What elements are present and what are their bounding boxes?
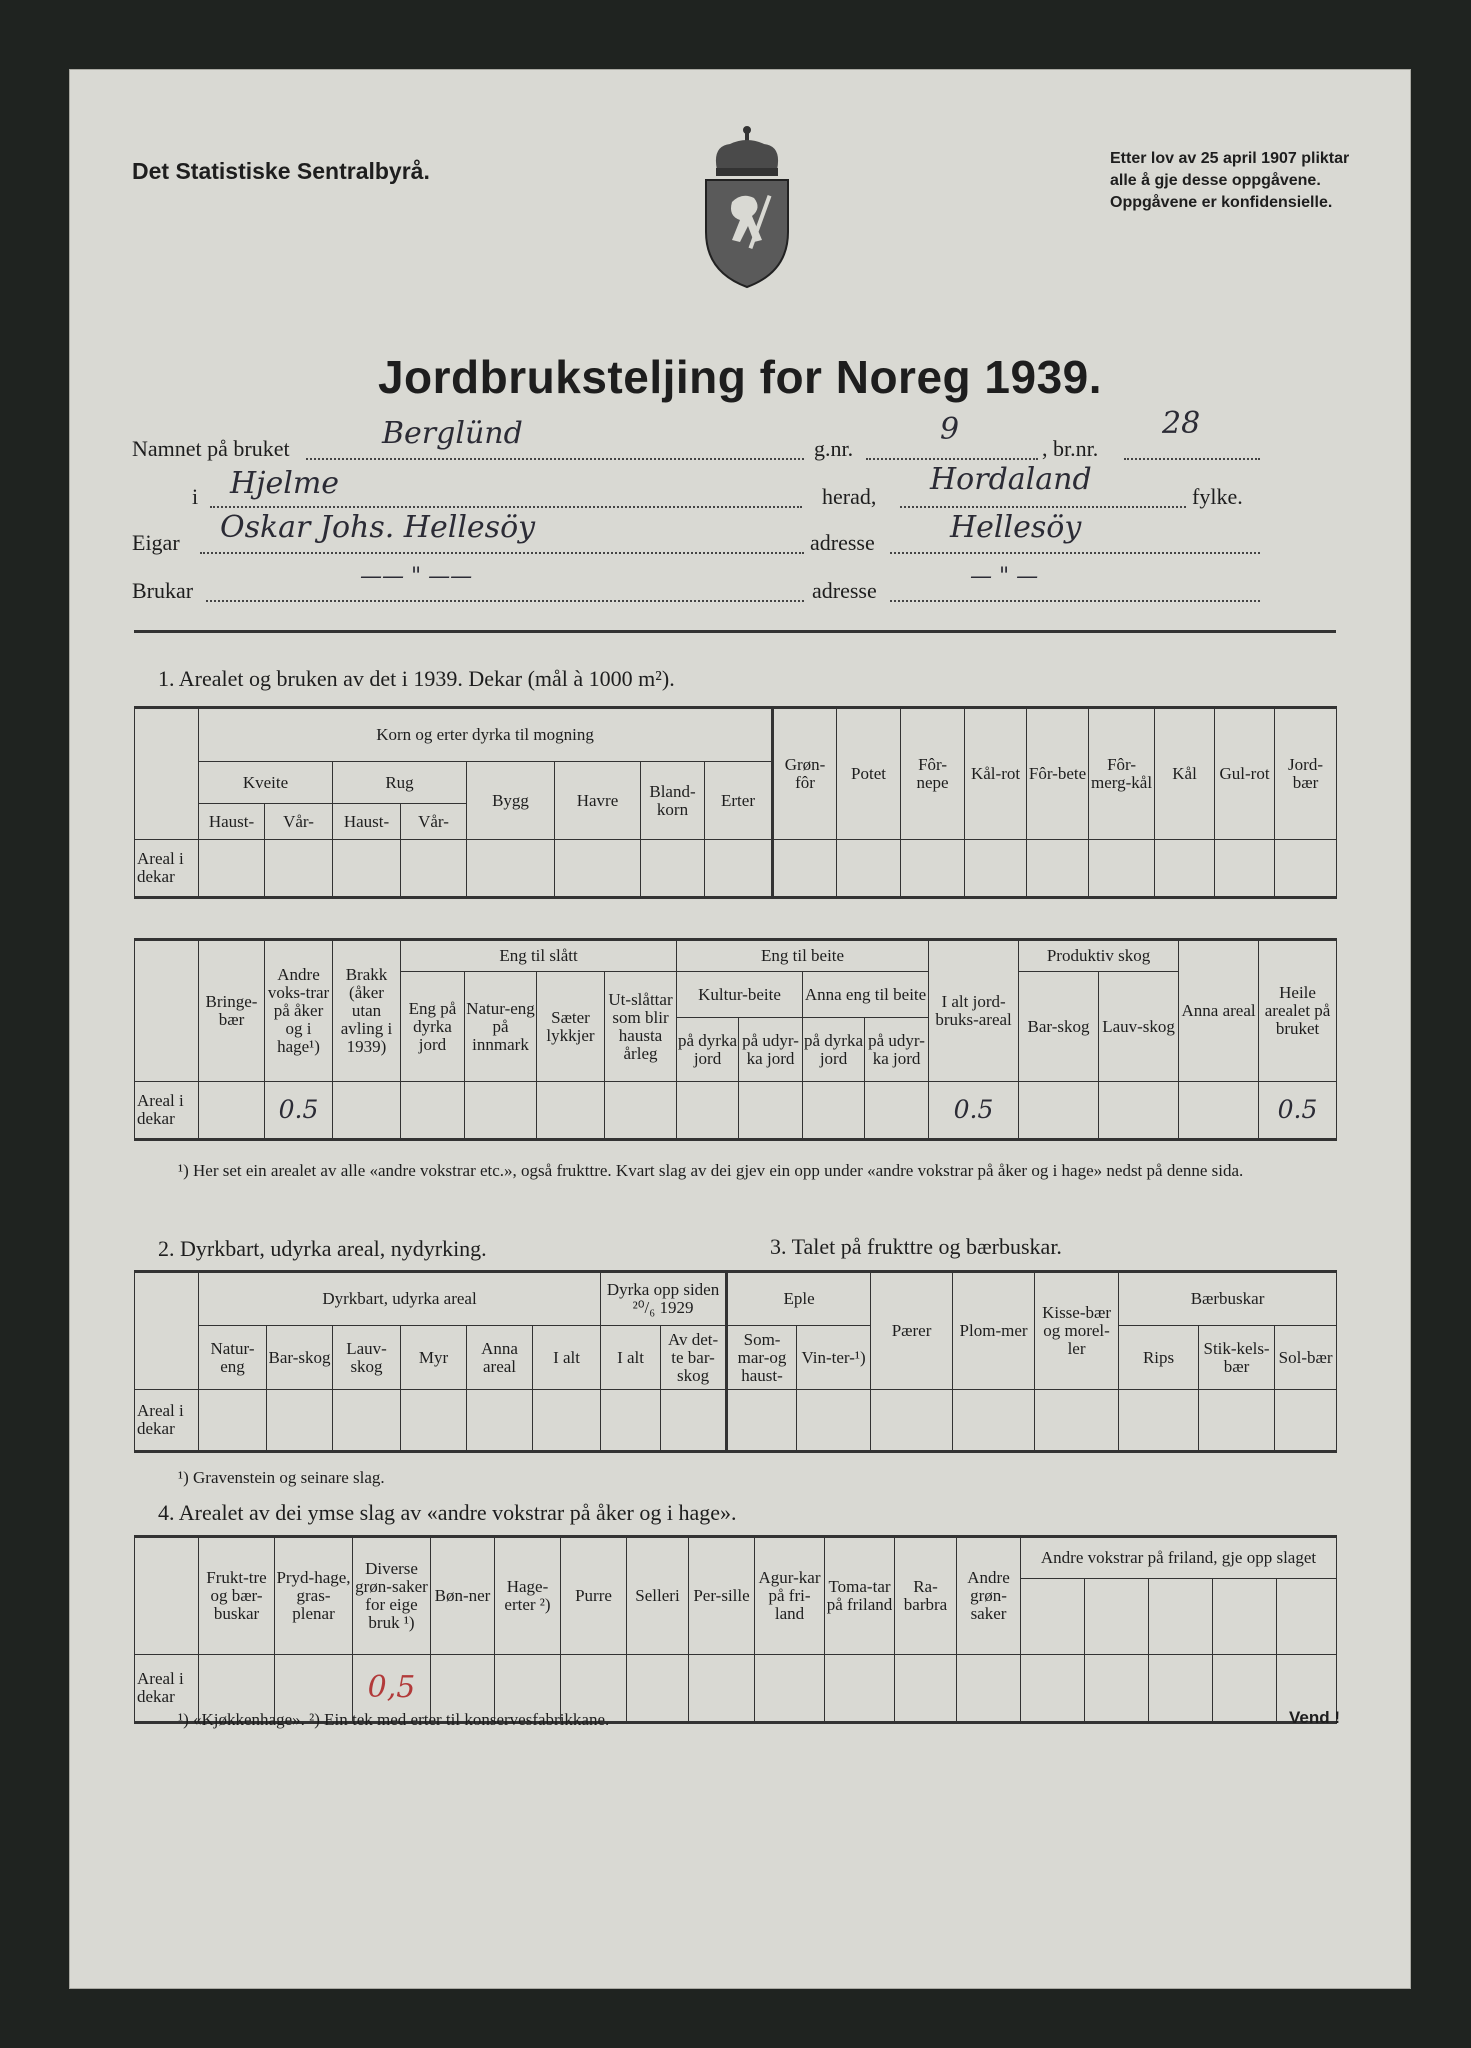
t3-cell[interactable] — [1035, 1390, 1119, 1452]
t2-cell[interactable] — [199, 1082, 265, 1140]
section2-footnote: ¹) Gravenstein og seinare slag. — [178, 1468, 385, 1487]
stikkelsbaer-header: Stik-kels-bær — [1199, 1326, 1275, 1390]
dyrka-opp-header: Dyrka opp siden ²⁰/₆ 1929 — [601, 1272, 727, 1326]
produktiv-skog-header: Produktiv skog — [1019, 940, 1179, 972]
t2-corner — [135, 940, 199, 1082]
owner-line — [200, 552, 804, 554]
myr-header: Myr — [401, 1326, 467, 1390]
t2-cell[interactable] — [465, 1082, 537, 1140]
t2-cell[interactable] — [677, 1082, 739, 1140]
t4-cell[interactable] — [1149, 1655, 1213, 1723]
friland-slot[interactable] — [1149, 1579, 1213, 1655]
vinter-header: Vin-ter-¹) — [797, 1326, 871, 1390]
t2-row-label: Areal i dekar — [135, 1082, 199, 1140]
plommer-header: Plom-mer — [953, 1272, 1035, 1390]
friland-slot[interactable] — [1021, 1579, 1085, 1655]
anna-areal2-header: Anna areal — [467, 1326, 533, 1390]
rug-vaar-header: Vår- — [401, 804, 467, 840]
fylke-label: fylke. — [1192, 484, 1243, 509]
gronfor-header: Grøn-fôr — [773, 708, 837, 840]
gnr-line — [866, 458, 1038, 460]
owner-value[interactable]: Oskar Johs. Hellesöy — [220, 510, 536, 545]
t4-cell[interactable] — [1021, 1655, 1085, 1723]
frukttre-header: Frukt-tre og bær-buskar — [199, 1537, 275, 1655]
other-crops-table — [134, 1535, 1337, 1724]
user-address-value[interactable]: — " — — [970, 564, 1039, 589]
t1-cell[interactable] — [641, 840, 705, 898]
t4-cell[interactable] — [825, 1655, 895, 1723]
t3-cell[interactable] — [1199, 1390, 1275, 1452]
t1-cell[interactable] — [1275, 840, 1337, 898]
owner-label: Eigar — [132, 530, 180, 555]
hageerter-header: Hage-erter ²) — [495, 1537, 561, 1655]
t3-cell[interactable] — [953, 1390, 1035, 1452]
forbete-header: Fôr-bete — [1027, 708, 1089, 840]
friland-slot[interactable] — [1213, 1579, 1277, 1655]
diverse-value[interactable]: 0,5 — [353, 1655, 431, 1723]
rips-header: Rips — [1119, 1326, 1199, 1390]
kveite-vaar-header: Vår- — [265, 804, 333, 840]
owner-address-label: adresse — [810, 530, 875, 555]
t4-cell[interactable] — [627, 1655, 689, 1723]
rabarbra-header: Ra-barbra — [895, 1537, 957, 1655]
lauvskog-header: Lauv-skog — [1099, 972, 1179, 1082]
t1-corner — [135, 708, 199, 840]
t3-cell[interactable] — [533, 1390, 601, 1452]
t1-row-label: Areal i dekar — [135, 840, 199, 898]
brnr-value[interactable]: 28 — [1162, 406, 1201, 441]
t3-row-label: Areal i dekar — [135, 1390, 199, 1452]
section3-title: 3. Talet på frukttre og bærbuskar. — [770, 1234, 1062, 1259]
law-line-3: Oppgåvene er konfidensielle. — [1110, 194, 1333, 211]
user-address-label: adresse — [812, 578, 877, 603]
t1-cell[interactable] — [705, 840, 773, 898]
t1-cell[interactable] — [1089, 840, 1155, 898]
user-label: Brukar — [132, 578, 194, 603]
t4-cell[interactable] — [1213, 1655, 1277, 1723]
owner-address-value[interactable]: Hellesöy — [950, 510, 1082, 545]
coat-of-arms-icon — [692, 122, 802, 292]
t3-cell[interactable] — [797, 1390, 871, 1452]
t2-cell[interactable] — [739, 1082, 803, 1140]
gnr-label: g.nr. — [814, 436, 854, 461]
kulturbeite-header: Kultur-beite — [677, 972, 803, 1018]
jordbaer-header: Jord-bær — [1275, 708, 1337, 840]
t1-cell[interactable] — [333, 840, 401, 898]
t3-cell[interactable] — [267, 1390, 333, 1452]
bonner-header: Bøn-ner — [431, 1537, 495, 1655]
kveite-haust-header: Haust- — [199, 804, 265, 840]
land-use-table — [134, 938, 1337, 1141]
t4-cell[interactable] — [1085, 1655, 1149, 1723]
kalrot-header: Kål-rot — [965, 708, 1027, 840]
bygg-header: Bygg — [467, 762, 555, 840]
kal-header: Kål — [1155, 708, 1215, 840]
t3-cell[interactable] — [333, 1390, 401, 1452]
havre-header: Havre — [555, 762, 641, 840]
friland-slot[interactable] — [1085, 1579, 1149, 1655]
t4-cell[interactable] — [957, 1655, 1021, 1723]
lauvskog2-header: Lauv-skog — [333, 1326, 401, 1390]
eng-dyrka-header: Eng på dyrka jord — [401, 972, 465, 1082]
naturleg-eng2-header: Natur-eng — [199, 1326, 267, 1390]
section1-footnote: ¹) Her set ein arealet av alle «andre vokstrar etc.», også frukttre. Kvart slag av dei gjev ein opp under «andre vokstrar på åker og i hage» nedst på denne sida. — [178, 1161, 1244, 1180]
dyrkbart-header: Dyrkbart, udyrka areal — [199, 1272, 601, 1326]
gulrot-header: Gul-rot — [1215, 708, 1275, 840]
section2-title: 2. Dyrkbart, udyrka areal, nydyrking. — [158, 1236, 487, 1261]
county-line — [900, 506, 1186, 508]
t1-cell[interactable] — [467, 840, 555, 898]
andre-vokstrar-value[interactable]: 0.5 — [265, 1082, 333, 1140]
law-line-2: alle å gje desse oppgåvene. — [1110, 172, 1321, 189]
i-alt-header: I alt jord-bruks-areal — [929, 940, 1019, 1082]
t1-cell[interactable] — [901, 840, 965, 898]
crop-area-table — [134, 706, 1337, 899]
t4-cell[interactable] — [689, 1655, 755, 1723]
t2-cell[interactable] — [537, 1082, 605, 1140]
section4-footnote: ¹) «Kjøkkenhage». ²) Ein tek med erter til konservesfabrikkane. — [178, 1710, 610, 1729]
i-alt-value[interactable]: 0.5 — [929, 1082, 1019, 1140]
t4-cell[interactable] — [895, 1655, 957, 1723]
persille-header: Per-sille — [689, 1537, 755, 1655]
farm-name-line — [306, 458, 804, 460]
rug-haust-header: Haust- — [333, 804, 401, 840]
kissebaer-header: Kisse-bær og morel-ler — [1035, 1272, 1119, 1390]
heile-areal-header: Heile arealet på bruket — [1259, 940, 1337, 1082]
in-label: i — [192, 484, 199, 509]
barskog2-header: Bar-skog — [267, 1326, 333, 1390]
utslattar-header: Ut-slåttar som blir hausta årleg — [605, 972, 677, 1082]
diverse-header: Diverse grøn-saker for eige bruk ¹) — [353, 1537, 431, 1655]
t1-cell[interactable] — [965, 840, 1027, 898]
rug-header: Rug — [333, 762, 467, 804]
t3-cell[interactable] — [467, 1390, 533, 1452]
t4-corner — [135, 1537, 199, 1655]
t3-cell[interactable] — [1275, 1390, 1337, 1452]
fornepe-header: Fôr-nepe — [901, 708, 965, 840]
friland-slot[interactable] — [1277, 1579, 1337, 1655]
barskog-header: Bar-skog — [1019, 972, 1099, 1082]
korn-group-header: Korn og erter dyrka til mogning — [199, 708, 773, 762]
saeter-header: Sæter lykkjer — [537, 972, 605, 1082]
user-value[interactable]: —— " —— — [360, 564, 473, 589]
eng-beite-header: Eng til beite — [677, 940, 929, 972]
t3-cell[interactable] — [601, 1390, 661, 1452]
t1-cell[interactable] — [265, 840, 333, 898]
t1-cell[interactable] — [555, 840, 641, 898]
t1-cell[interactable] — [773, 840, 837, 898]
t2-cell[interactable] — [1019, 1082, 1099, 1140]
t4-cell[interactable] — [755, 1655, 825, 1723]
prydhage-header: Pryd-hage, gras-plenar — [275, 1537, 353, 1655]
t2-cell[interactable] — [1179, 1082, 1259, 1140]
t1-cell[interactable] — [401, 840, 467, 898]
county-value[interactable]: Hordaland — [930, 462, 1092, 497]
anna-eng-beite-header: Anna eng til beite — [803, 972, 929, 1018]
av-dette-header: Av det-te bar-skog — [661, 1326, 727, 1390]
solbaer-header: Sol-bær — [1275, 1326, 1337, 1390]
andre-gronsaker-header: Andre grøn-saker — [957, 1537, 1021, 1655]
form-sheet — [70, 70, 1410, 1988]
t2-cell[interactable] — [1099, 1082, 1179, 1140]
turn-over-note: Vend ! — [1288, 1708, 1340, 1727]
farm-name-value[interactable]: Berglünd — [382, 416, 523, 451]
t1-cell[interactable] — [1155, 840, 1215, 898]
andre-friland-header: Andre vokstrar på friland, gje opp slaget — [1021, 1537, 1337, 1579]
t3-cell[interactable] — [199, 1390, 267, 1452]
t3-cell[interactable] — [1119, 1390, 1199, 1452]
herad-label: herad, — [822, 484, 877, 509]
section4-title: 4. Arealet av dei ymse slag av «andre vokstrar på åker og i hage». — [158, 1500, 737, 1525]
publisher-name: Det Statistiske Sentralbyrå. — [132, 158, 430, 184]
selleri-header: Selleri — [627, 1537, 689, 1655]
municipality-value[interactable]: Hjelme — [230, 466, 340, 501]
blandkorn-header: Bland-korn — [641, 762, 705, 840]
form-title: Jordbruksteljing for Noreg 1939. — [377, 351, 1103, 403]
t2-cell[interactable] — [605, 1082, 677, 1140]
t1-cell[interactable] — [837, 840, 901, 898]
tomatar-header: Toma-tar på friland — [825, 1537, 895, 1655]
potet-header: Potet — [837, 708, 901, 840]
user-line — [206, 600, 804, 602]
sommar-header: Som-mar-og haust- — [727, 1326, 797, 1390]
t2-cell[interactable] — [333, 1082, 401, 1140]
kveite-header: Kveite — [199, 762, 333, 804]
t2-cell[interactable] — [401, 1082, 465, 1140]
section1-title: 1. Arealet og bruken av det i 1939. Dekar (mål à 1000 m²). — [158, 666, 675, 691]
owner-address-line — [890, 552, 1260, 554]
paerer-header: Pærer — [871, 1272, 953, 1390]
i-alt2-header: I alt — [533, 1326, 601, 1390]
t3-cell[interactable] — [727, 1390, 797, 1452]
t4-row-label: Areal i dekar — [135, 1655, 199, 1723]
uncultivated-and-fruit-table — [134, 1270, 1337, 1453]
kulturbeite-udyrka-header: på udyr-ka jord — [739, 1018, 803, 1082]
t3-cell[interactable] — [401, 1390, 467, 1452]
brnr-line — [1124, 458, 1260, 460]
t2-cell[interactable] — [865, 1082, 929, 1140]
kulturbeite-dyrka-header: på dyrka jord — [677, 1018, 739, 1082]
t1-cell[interactable] — [1215, 840, 1275, 898]
t3-corner — [135, 1272, 199, 1390]
bringebaer-header: Bringe-bær — [199, 940, 265, 1082]
dyrka-i-alt-header: I alt — [601, 1326, 661, 1390]
purre-header: Purre — [561, 1537, 627, 1655]
user-address-line — [890, 600, 1260, 602]
eple-header: Eple — [727, 1272, 871, 1326]
anna-areal-header: Anna areal — [1179, 940, 1259, 1082]
heile-areal-value[interactable]: 0.5 — [1259, 1082, 1337, 1140]
andre-vokstrar-header: Andre voks-trar på åker og i hage¹) — [265, 940, 333, 1082]
brnr-label: , br.nr. — [1042, 436, 1099, 461]
eng-slatt-header: Eng til slått — [401, 940, 677, 972]
t2-cell[interactable] — [803, 1082, 865, 1140]
law-notice — [1110, 148, 1349, 214]
erter-header: Erter — [705, 762, 773, 840]
formergkal-header: Fôr-merg-kål — [1089, 708, 1155, 840]
header-divider — [134, 630, 1336, 633]
anna-beite-udyrka-header: på udyr-ka jord — [865, 1018, 929, 1082]
naturleg-eng-header: Natur-eng på innmark — [465, 972, 537, 1082]
baerbuskar-header: Bærbuskar — [1119, 1272, 1337, 1326]
law-line-1: Etter lov av 25 april 1907 pliktar — [1110, 150, 1350, 167]
farm-name-label: Namnet på bruket — [132, 436, 290, 461]
t1-cell[interactable] — [199, 840, 265, 898]
in-line — [210, 506, 802, 508]
agurkar-header: Agur-kar på fri-land — [755, 1537, 825, 1655]
brakk-header: Brakk (åker utan avling i 1939) — [333, 940, 401, 1082]
anna-beite-dyrka-header: på dyrka jord — [803, 1018, 865, 1082]
gnr-value[interactable]: 9 — [940, 412, 960, 447]
t3-cell[interactable] — [871, 1390, 953, 1452]
t3-cell[interactable] — [661, 1390, 727, 1452]
t1-cell[interactable] — [1027, 840, 1089, 898]
